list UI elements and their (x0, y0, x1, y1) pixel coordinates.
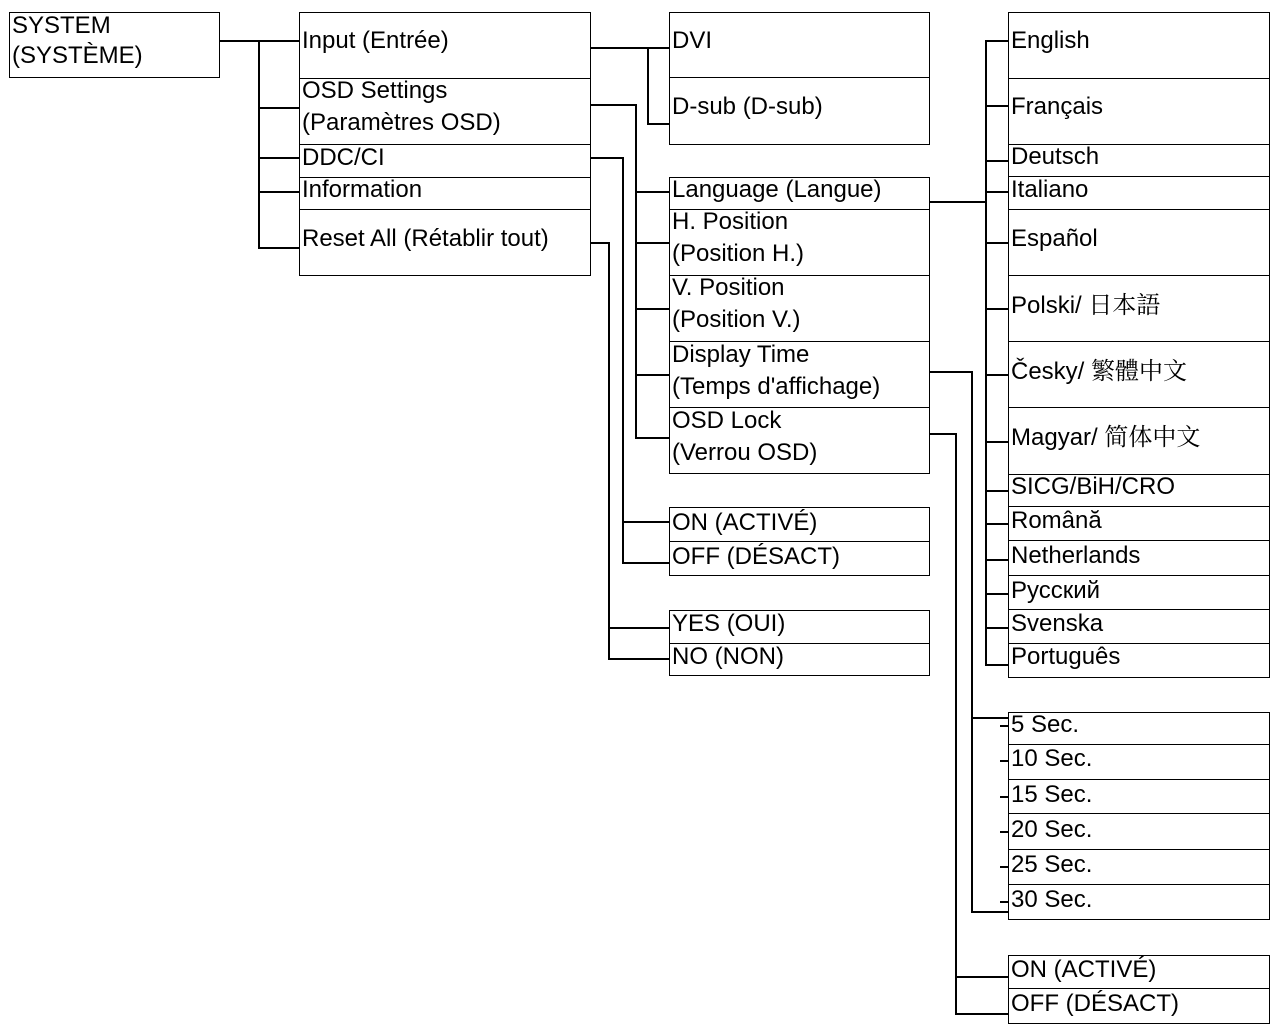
osd-item-h-position-line2: (Position H.) (672, 240, 805, 267)
connector-line (258, 40, 260, 248)
divider (1008, 407, 1270, 408)
language-option[interactable]: Netherlands (1011, 542, 1141, 569)
display-time-option[interactable]: 10 Sec. (1011, 745, 1093, 772)
connector-line (985, 627, 1008, 629)
connector-line (635, 104, 637, 438)
connector-line (971, 717, 1008, 719)
connector-line (635, 191, 669, 193)
connector-line (608, 627, 669, 629)
connector-line (955, 976, 1008, 978)
ddcci-option-off[interactable]: OFF (DÉSACT) (672, 543, 840, 570)
display-time-option[interactable]: 20 Sec. (1011, 816, 1093, 843)
display-time-option[interactable]: 15 Sec. (1011, 781, 1093, 808)
language-option[interactable]: Svenska (1011, 610, 1104, 637)
osd-item-osd-lock-line1: OSD Lock (672, 407, 782, 434)
connector-line (985, 374, 1008, 376)
connector-line (608, 658, 669, 660)
osd-item-display-time-line1: Display Time (672, 341, 810, 368)
connector-line (635, 437, 669, 439)
connector-line (622, 562, 669, 564)
osd-item-display-time[interactable] (669, 339, 880, 403)
connector-line (985, 40, 1008, 42)
connector-line (985, 490, 1008, 492)
connector-line (258, 191, 299, 193)
connector-line (985, 40, 987, 665)
connector-line (985, 105, 1008, 107)
osd-item-osd-lock-line2: (Verrou OSD) (672, 439, 818, 466)
connector-line (1000, 901, 1008, 903)
ddcci-option-on[interactable]: ON (ACTIVÉ) (672, 509, 818, 536)
connector-line (1000, 760, 1008, 762)
osd-item-language[interactable] (669, 174, 882, 206)
divider (669, 77, 930, 78)
connector-line (985, 441, 1008, 443)
connector-line (985, 523, 1008, 525)
osd-item-h-position-line1: H. Position (672, 208, 789, 235)
connector-line (591, 47, 669, 49)
connector-line (258, 107, 299, 109)
input-option-dvi[interactable]: DVI (672, 27, 713, 54)
connector-line (955, 433, 957, 1014)
connector-line (985, 191, 1008, 193)
language-option[interactable]: Deutsch (1011, 143, 1100, 170)
osd-item-v-position-line1: V. Position (672, 274, 785, 301)
osd-item-display-time-line2: (Temps d'affichage) (672, 373, 881, 400)
osd-item-v-position[interactable] (669, 272, 801, 336)
connector-line (591, 242, 609, 244)
system-root-line2: (SYSTÈME) (12, 42, 143, 69)
connector-line (1000, 831, 1008, 833)
input-option-dsub[interactable]: D-sub (D-sub) (672, 93, 823, 120)
connector-line (647, 47, 649, 124)
connector-line (971, 911, 1008, 913)
osd-item-language-label: Language (Langue) (672, 176, 882, 203)
connector-line (258, 157, 299, 159)
menu-item-ddcci[interactable] (299, 142, 385, 174)
language-option[interactable]: Русский (1011, 577, 1101, 604)
reset-option-yes[interactable]: YES (OUI) (672, 610, 786, 637)
connector-line (971, 371, 973, 912)
connector-line (1000, 725, 1008, 727)
connector-line (258, 247, 299, 249)
language-option[interactable]: Română (1011, 507, 1102, 534)
menu-item-reset-all[interactable] (299, 223, 549, 255)
connector-line (635, 308, 669, 310)
language-option[interactable]: Česky/ 繁體中文 (1011, 358, 1188, 385)
divider (1008, 275, 1270, 276)
connector-line (635, 242, 669, 244)
osd-lock-option-off[interactable]: OFF (DÉSACT) (1011, 990, 1179, 1017)
connector-line (608, 242, 610, 659)
connector-line (1000, 796, 1008, 798)
connector-line (985, 308, 1008, 310)
osd-item-osd-lock[interactable] (669, 405, 817, 469)
connector-line (1000, 866, 1008, 868)
menu-item-information-label: Information (302, 176, 423, 203)
menu-item-ddcci-label: DDC/CI (302, 144, 385, 171)
menu-item-information[interactable] (299, 174, 422, 206)
divider (1008, 78, 1270, 79)
menu-item-osd-settings[interactable] (299, 75, 501, 139)
connector-line (985, 242, 1008, 244)
connector-line (622, 157, 624, 563)
connector-line (985, 593, 1008, 595)
menu-item-osd-settings-line2: (Paramètres OSD) (302, 109, 501, 136)
divider (299, 209, 591, 210)
divider (1008, 209, 1270, 210)
divider (1008, 341, 1270, 342)
display-time-option[interactable]: 30 Sec. (1011, 886, 1093, 913)
menu-item-reset-all-label: Reset All (Rétablir tout) (302, 225, 549, 252)
connector-line (635, 374, 669, 376)
language-option[interactable]: Español (1011, 225, 1098, 252)
connector-line (930, 371, 972, 373)
connector-line (591, 104, 636, 106)
connector-line (591, 157, 623, 159)
osd-lock-option-on[interactable]: ON (ACTIVÉ) (1011, 956, 1157, 983)
menu-item-osd-settings-line1: OSD Settings (302, 77, 448, 104)
connector-line (985, 559, 1008, 561)
language-option[interactable]: Italiano (1011, 176, 1089, 203)
language-option[interactable]: Magyar/ 简体中文 (1011, 424, 1201, 451)
connector-line (985, 664, 1008, 666)
system-root-line1: SYSTEM (12, 12, 111, 39)
menu-item-input[interactable] (299, 25, 449, 57)
connector-line (955, 1013, 1008, 1015)
menu-item-input-label: Input (Entrée) (302, 27, 449, 54)
osd-item-v-position-line2: (Position V.) (672, 306, 801, 333)
osd-item-h-position[interactable] (669, 206, 804, 270)
system-root-label (9, 10, 143, 72)
connector-line (647, 123, 669, 125)
display-time-option[interactable]: 5 Sec. (1011, 711, 1080, 738)
connector-line (622, 521, 669, 523)
connector-line (930, 201, 986, 203)
language-option[interactable]: SICG/BiH/CRO (1011, 473, 1176, 500)
language-option[interactable]: Polski/ 日本語 (1011, 292, 1161, 319)
language-option[interactable]: English (1011, 27, 1090, 54)
connector-line (930, 433, 956, 435)
reset-option-no[interactable]: NO (NON) (672, 643, 784, 670)
display-time-option[interactable]: 25 Sec. (1011, 851, 1093, 878)
connector-line (985, 160, 1008, 162)
language-option[interactable]: Português (1011, 643, 1121, 670)
language-option[interactable]: Français (1011, 93, 1104, 120)
